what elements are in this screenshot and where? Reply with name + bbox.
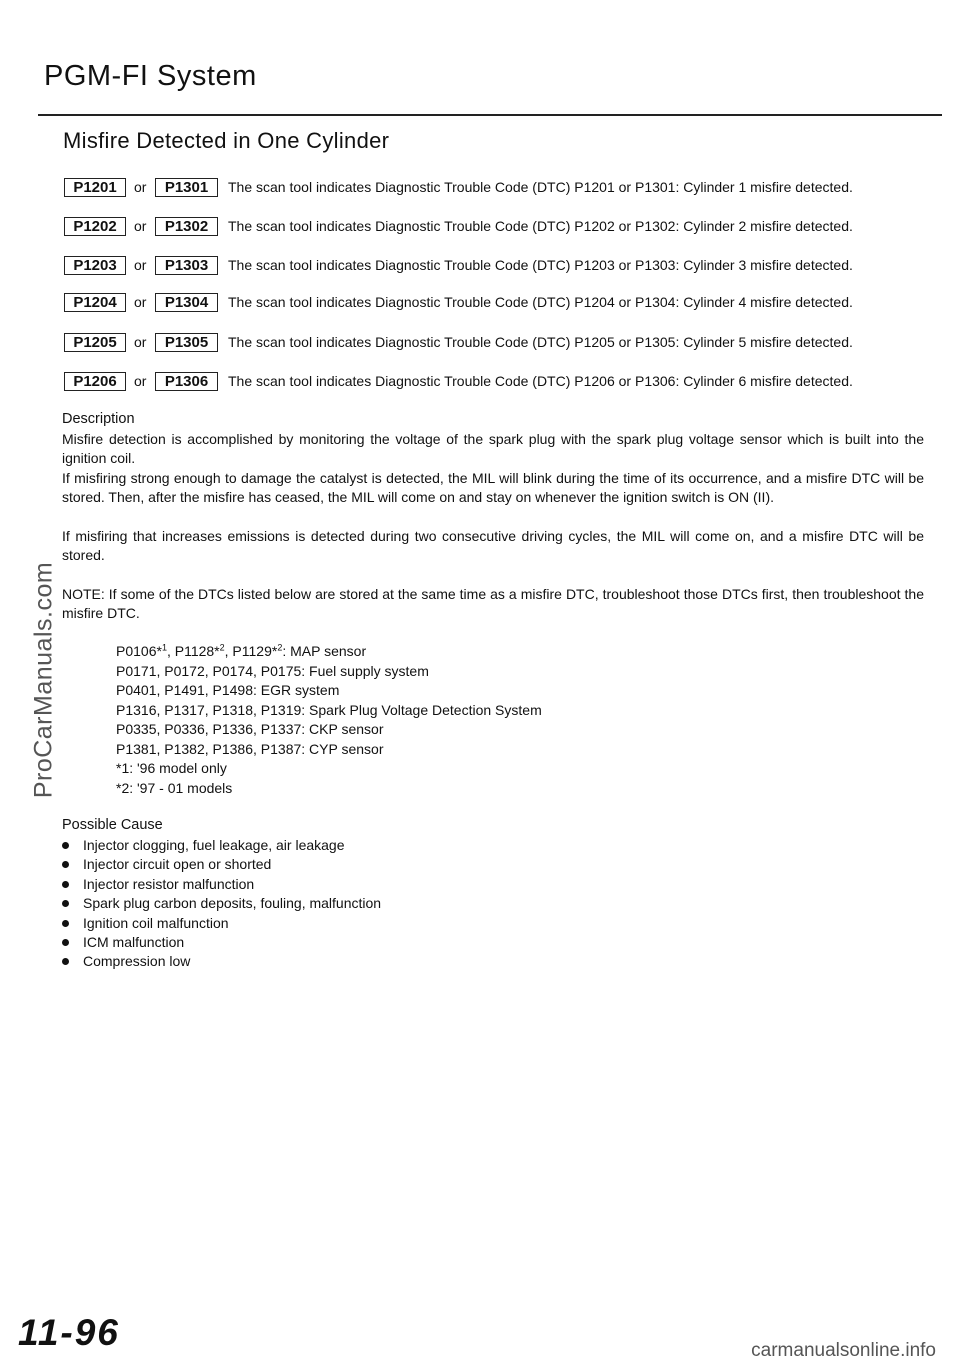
list-item: Injector circuit open or shorted [62,855,381,874]
description-paragraph: Misfire detection is accomplished by monitoring the voltage of the spark plug with the spark plug voltage sensor which is built into the ignition coil. [62,431,924,466]
description-label: Description [62,411,135,427]
dtc-code-box: P1305 [155,333,218,352]
dtc-row [64,256,944,278]
list-item: Injector resistor malfunction [62,875,381,894]
dtc-code-box: P1206 [64,372,126,391]
dtc-code-box: P1303 [155,256,218,275]
bullet-icon [62,939,69,946]
list-item: Compression low [62,952,381,971]
related-dtc-line: P0106*$^1$, P1128*$^2$, P1129*$^2$: MAP sensor [116,642,367,659]
possible-cause-list [62,836,381,972]
dtc-row [64,293,944,315]
dtc-code-box: P1202 [64,217,126,236]
dtc-description: The scan tool indicates Diagnostic Trouble Code (DTC) P1205 or P1305: Cylinder 5 misfire detected. [228,334,853,350]
dtc-description: The scan tool indicates Diagnostic Trouble Code (DTC) P1206 or P1306: Cylinder 6 misfire detected. [228,373,853,389]
dtc-code-box: P1201 [64,178,126,197]
dtc-row [64,178,944,200]
related-dtc-line: P1381, P1382, P1386, P1387: CYP sensor [116,740,384,757]
side-watermark: ProCarManuals.com [29,561,58,799]
description-paragraph: If misfiring that increases emissions is detected during two consecutive driving cycles, the MIL will come on, and a misfire DTC will be stored. [62,528,924,563]
dtc-description: The scan tool indicates Diagnostic Trouble Code (DTC) P1203 or P1303: Cylinder 3 misfire detected. [228,257,853,273]
footnote: *2: '97 - 01 models [116,779,233,796]
dtc-code-box: P1203 [64,256,126,275]
bullet-icon [62,958,69,965]
or-text: or [134,218,147,234]
dtc-code-box: P1302 [155,217,218,236]
dtc-code-box: P1204 [64,293,126,312]
footnote: *1: '96 model only [116,760,227,776]
or-text: or [134,179,147,195]
section-title: PGM-FI System [44,60,257,92]
list-item: Injector clogging, fuel leakage, air leakage [62,836,381,855]
list-item: ICM malfunction [62,933,381,952]
dtc-code-box: P1306 [155,372,218,391]
related-dtc-line: P1316, P1317, P1318, P1319: Spark Plug Voltage Detection System [116,701,542,718]
note-paragraph: NOTE: If some of the DTCs listed below are stored at the same time as a misfire DTC, troubleshoot those DTCs first, then troubleshoot the misfire DTC. [62,586,924,621]
dtc-code-box: P1205 [64,333,126,352]
related-dtc-line: P0171, P0172, P0174, P0175: Fuel supply system [116,662,429,679]
or-text: or [134,294,147,310]
bullet-icon [62,920,69,927]
related-dtc-line: P0335, P0336, P1336, P1337: CKP sensor [116,721,384,737]
related-dtc-line: P0401, P1491, P1498: EGR system [116,682,340,698]
bullet-icon [62,842,69,849]
dtc-description: The scan tool indicates Diagnostic Trouble Code (DTC) P1204 or P1304: Cylinder 4 misfire detected. [228,294,853,310]
description-paragraph: If misfiring strong enough to damage the catalyst is detected, the MIL will blink during the time of its occurrence, and a misfire DTC will be stored. Then, after the misfire has ceased, the MIL will come on and stay on whenever the ignition switch is ON (II). [62,470,924,505]
possible-cause-label: Possible Cause [62,817,163,833]
dtc-row [64,372,944,394]
bullet-icon [62,881,69,888]
page-heading: Misfire Detected in One Cylinder [63,128,390,153]
footer-url: carmanualsonline.info [751,1340,936,1361]
or-text: or [134,334,147,350]
or-text: or [134,257,147,273]
bullet-icon [62,861,69,868]
header-rule [38,114,942,116]
bullet-icon [62,900,69,907]
list-item: Spark plug carbon deposits, fouling, malfunction [62,894,381,913]
or-text: or [134,373,147,389]
dtc-row [64,217,944,239]
dtc-code-box: P1301 [155,178,218,197]
list-item: Ignition coil malfunction [62,914,381,933]
dtc-description: The scan tool indicates Diagnostic Trouble Code (DTC) P1201 or P1301: Cylinder 1 misfire detected. [228,179,853,195]
dtc-code-box: P1304 [155,293,218,312]
related-dtc-list [116,642,542,798]
dtc-description: The scan tool indicates Diagnostic Trouble Code (DTC) P1202 or P1302: Cylinder 2 misfire detected. [228,218,853,234]
page-number: 11-96 [18,1312,120,1353]
dtc-row [64,333,944,355]
